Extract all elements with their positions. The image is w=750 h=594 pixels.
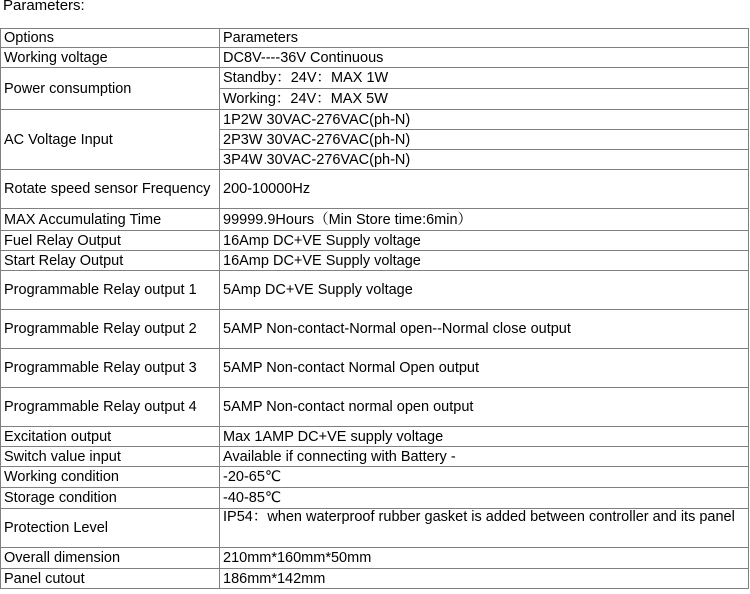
table-row [1,569,749,589]
parameter-value: 99999.9Hours（Min Store time:6min） [220,209,749,231]
table-row [1,310,749,349]
option-label: Protection Level [1,509,220,548]
table-row [1,271,749,310]
parameter-value: 16Amp DC+VE Supply voltage [220,251,749,271]
parameter-value: Standby：24V：MAX 1W [220,68,749,89]
table-row [1,170,749,209]
parameter-value: 5AMP Non-contact-Normal open--Normal close output [220,310,749,349]
option-label: Excitation output [1,427,220,447]
parameters-table [0,28,749,589]
parameter-value: 5AMP Non-contact normal open output [220,388,749,427]
option-label: Rotate speed sensor Frequency [1,170,220,209]
header-parameters: Parameters [220,29,749,48]
table-header-row [1,29,749,48]
table-row [1,48,749,68]
parameter-value: 1P2W 30VAC-276VAC(ph-N) [220,110,749,130]
parameter-value: 3P4W 30VAC-276VAC(ph-N) [220,150,749,170]
parameter-value: 186mm*142mm [220,569,749,589]
parameter-value: 5AMP Non-contact Normal Open output [220,349,749,388]
table-row [1,110,749,130]
parameter-value: Available if connecting with Battery - [220,447,749,467]
option-label: Programmable Relay output 1 [1,271,220,310]
table-row [1,509,749,548]
table-row [1,251,749,271]
table-row [1,231,749,251]
parameter-value: IP54：when waterproof rubber gasket is added between controller and its panel [220,509,749,548]
option-label: Programmable Relay output 4 [1,388,220,427]
option-label: Programmable Relay output 3 [1,349,220,388]
parameter-value: -40-85℃ [220,488,749,509]
table-row [1,68,749,89]
parameter-value: 16Amp DC+VE Supply voltage [220,231,749,251]
header-options: Options [1,29,220,48]
table-row [1,388,749,427]
parameter-value: Working：24V：MAX 5W [220,89,749,110]
parameter-value: -20-65℃ [220,467,749,488]
table-row [1,447,749,467]
page-heading: Parameters: [3,0,85,14]
option-label: Power consumption [1,68,220,110]
table-row [1,349,749,388]
parameter-value: 5Amp DC+VE Supply voltage [220,271,749,310]
table-row [1,427,749,447]
option-label: AC Voltage Input [1,110,220,170]
option-label: MAX Accumulating Time [1,209,220,231]
option-label: Overall dimension [1,548,220,569]
table-row [1,548,749,569]
table-row [1,467,749,488]
parameter-value: DC8V----36V Continuous [220,48,749,68]
option-label: Programmable Relay output 2 [1,310,220,349]
parameter-value: 200-10000Hz [220,170,749,209]
parameter-value: Max 1AMP DC+VE supply voltage [220,427,749,447]
table-row [1,488,749,509]
option-label: Working voltage [1,48,220,68]
option-label: Working condition [1,467,220,488]
option-label: Start Relay Output [1,251,220,271]
parameter-value: 2P3W 30VAC-276VAC(ph-N) [220,130,749,150]
option-label: Fuel Relay Output [1,231,220,251]
option-label: Panel cutout [1,569,220,589]
option-label: Storage condition [1,488,220,509]
option-label: Switch value input [1,447,220,467]
parameter-value: 210mm*160mm*50mm [220,548,749,569]
table-row [1,209,749,231]
